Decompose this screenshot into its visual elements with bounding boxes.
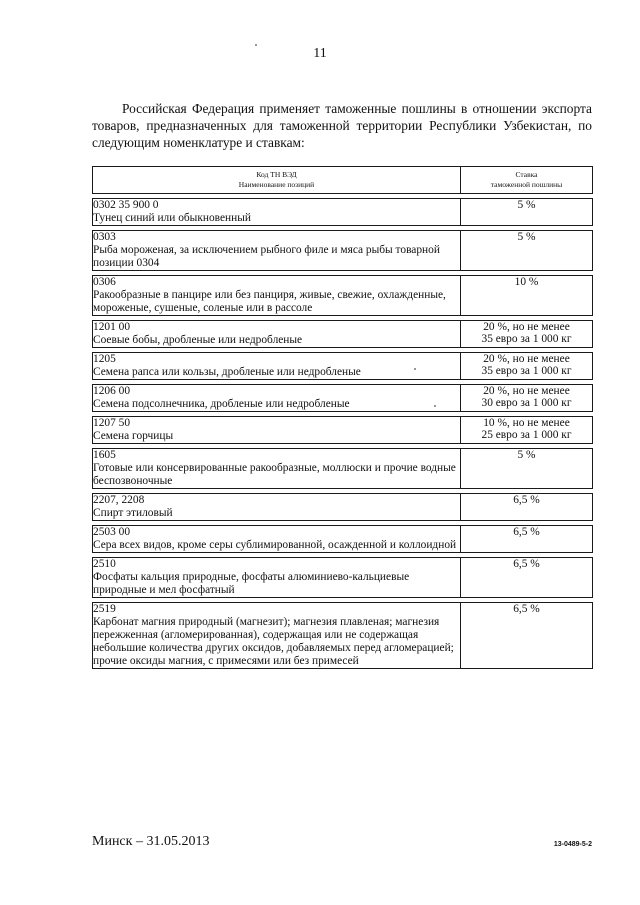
position-cell (93, 353, 461, 380)
position-cell (93, 603, 461, 669)
page-number: 11 (313, 46, 327, 61)
header-name-label: Наименование позиций (238, 180, 315, 189)
footer-doc-code: 13-0489-5-2 (553, 841, 592, 848)
table-row (93, 231, 593, 271)
table-row (93, 449, 593, 489)
duty-rate-line: 25 евро за 1 000 кг (481, 429, 572, 441)
header-rate-sublabel: таможенной пошлины (490, 180, 563, 189)
position-name: Тунец синий или обыкновенный (93, 212, 251, 224)
scan-speck (255, 44, 257, 46)
table-row (93, 494, 593, 521)
table-header-row (93, 167, 593, 194)
tariff-table (92, 166, 593, 669)
duty-rate-line: 5 % (517, 231, 536, 243)
duty-rate-line: 20 %, но не менее (483, 353, 570, 365)
position-cell (93, 321, 461, 348)
position-cell (93, 449, 461, 489)
duty-rate-cell (461, 353, 593, 380)
position-name: Ракообразные в панцире или без панциря, живые, свежие, охлажденные, мороженые, сушеные, соленые или в рассоле (93, 289, 446, 314)
position-name: Готовые или консервированные ракообразные, моллюски и прочие водные беспозвоночные (93, 462, 456, 487)
tn-ved-code: 1207 50 (93, 417, 131, 429)
duty-rate-cell (461, 603, 593, 669)
tn-ved-code: 0302 35 900 0 (93, 199, 159, 211)
duty-rate-cell (461, 276, 593, 316)
scan-speck (434, 405, 436, 407)
position-name: Соевые бобы, дробленые или недробленые (93, 334, 303, 346)
table-row (93, 526, 593, 553)
table-row (93, 199, 593, 226)
table-row (93, 603, 593, 669)
duty-rate-line: 6,5 % (513, 603, 540, 615)
position-cell (93, 199, 461, 226)
scan-speck (414, 368, 416, 370)
tn-ved-code: 1206 00 (93, 385, 131, 397)
table-row (93, 417, 593, 444)
position-cell (93, 526, 461, 553)
header-rate (461, 167, 593, 194)
position-cell (93, 558, 461, 598)
duty-rate-cell (461, 417, 593, 444)
position-cell (93, 231, 461, 271)
position-name: Семена рапса или кользы, дробленые или недробленые (93, 366, 361, 378)
position-name: Фосфаты кальция природные, фосфаты алюминиево-кальциевые природные и мел фосфатный (93, 571, 410, 596)
duty-rate-cell (461, 321, 593, 348)
duty-rate-line: 6,5 % (513, 494, 540, 506)
duty-rate-line: 6,5 % (513, 526, 540, 538)
tn-ved-code: 2519 (93, 603, 116, 615)
duty-rate-cell (461, 231, 593, 271)
table-row (93, 353, 593, 380)
header-code-name (93, 167, 461, 194)
tn-ved-code: 0306 (93, 276, 116, 288)
duty-rate-line: 10 %, но не менее (483, 417, 570, 429)
position-cell (93, 385, 461, 412)
duty-rate-line: 20 %, но не менее (483, 321, 570, 333)
position-name: Семена горчицы (93, 430, 174, 442)
duty-rate-line: 30 евро за 1 000 кг (481, 397, 572, 409)
duty-rate-line: 10 % (514, 276, 539, 288)
duty-rate-cell (461, 199, 593, 226)
duty-rate-cell (461, 558, 593, 598)
duty-rate-cell (461, 526, 593, 553)
table-row (93, 321, 593, 348)
tn-ved-code: 2510 (93, 558, 116, 570)
position-cell (93, 494, 461, 521)
duty-rate-line: 20 %, но не менее (483, 385, 570, 397)
footer-place-date: Минск – 31.05.2013 (92, 834, 210, 849)
duty-rate-cell (461, 449, 593, 489)
table-row (93, 276, 593, 316)
tn-ved-code: 0303 (93, 231, 116, 243)
duty-rate-line: 5 % (517, 449, 536, 461)
position-name: Сера всех видов, кроме серы сублимированной, осажденной и коллоидной (93, 539, 457, 551)
position-name: Спирт этиловый (93, 507, 173, 519)
position-cell (93, 276, 461, 316)
tn-ved-code: 2207, 2208 (93, 494, 145, 506)
position-name: Семена подсолнечника, дробленые или недробленые (93, 398, 350, 410)
tn-ved-code: 2503 00 (93, 526, 131, 538)
duty-rate-line: 6,5 % (513, 558, 540, 570)
header-code-label: Код ТН ВЭД (256, 170, 297, 179)
tn-ved-code: 1201 00 (93, 321, 131, 333)
table-row (93, 558, 593, 598)
duty-rate-cell (461, 385, 593, 412)
position-cell (93, 417, 461, 444)
tn-ved-code: 1205 (93, 353, 116, 365)
duty-rate-line: 5 % (517, 199, 536, 211)
intro-paragraph: Российская Федерация применяет таможенные пошлины в отношении экспорта товаров, предназначенных для таможенной территории Республики Узбекистан, по следующим номенклатуре и ставкам: (92, 101, 592, 150)
duty-rate-cell (461, 494, 593, 521)
tn-ved-code: 1605 (93, 449, 116, 461)
header-rate-label: Ставка (515, 170, 538, 179)
position-name: Рыба мороженая, за исключением рыбного филе и мяса рыбы товарной позиции 0304 (93, 244, 440, 269)
table-row (93, 385, 593, 412)
position-name: Карбонат магния природный (магнезит); магнезия плавленая; магнезия пережженная (агломерированная), содержащая или не содержащая небольшие количества других оксидов, добавляемых перед агломерацией; прочие оксиды магния, с примесями или без примесей (93, 616, 454, 667)
duty-rate-line: 35 евро за 1 000 кг (481, 333, 572, 345)
duty-rate-line: 35 евро за 1 000 кг (481, 365, 572, 377)
